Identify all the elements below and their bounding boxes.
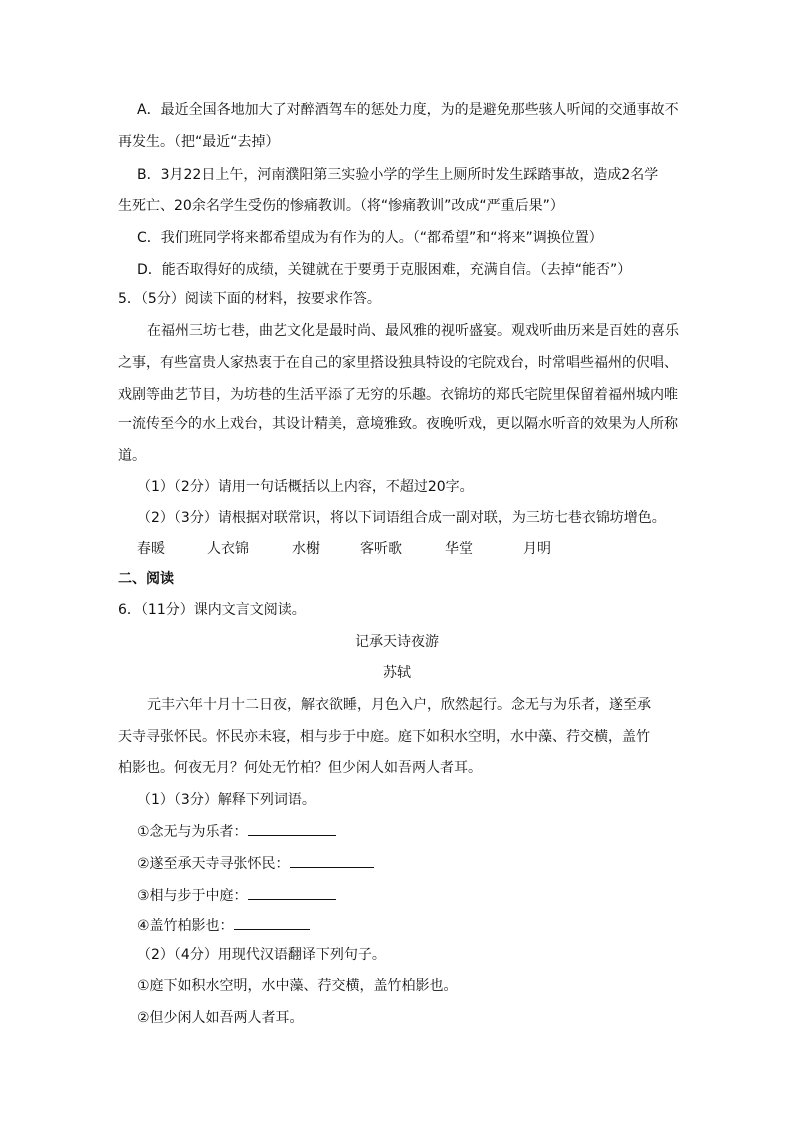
explain-item-label: ④盖竹柏影也： xyxy=(137,918,234,934)
passage-line: 道。 xyxy=(118,448,146,464)
option-b-line-1: B．3月22日上午，河南濮阳第三实验小学的学生上厕所时发生踩踏事故，造成2名学 xyxy=(137,167,659,183)
question-6-header: 6．（11分）课内文言文阅读。 xyxy=(118,602,306,618)
classical-text-line: 天寺寻张怀民。怀民亦未寝，相与步于中庭。庭下如积水空明，水中藻、荇交横，盖竹 xyxy=(118,729,650,745)
explain-item xyxy=(137,884,336,904)
explain-item-label: ①念无与为乐者： xyxy=(137,824,248,840)
section-title-reading: 二、阅读 xyxy=(118,571,174,587)
translate-item: ①庭下如积水空明，水中藻、荇交横，盖竹柏影也。 xyxy=(137,978,458,994)
option-d: D．能否取得好的成绩，关键就在于要勇于克服困难，充满自信。（去掉“能否”） xyxy=(137,262,632,278)
answer-blank[interactable] xyxy=(234,914,310,930)
translate-item: ②但少闲人如吾两人者耳。 xyxy=(137,1010,304,1026)
classical-text-line: 柏影也。何夜无月？何处无竹柏？但少闲人如吾两人者耳。 xyxy=(118,760,482,776)
passage-line: 在福州三坊七巷，曲艺文化是最时尚、最风雅的视听盛宴。观戏听曲历来是百姓的喜乐 xyxy=(147,323,679,339)
poem-author: 苏轼 xyxy=(383,665,411,681)
option-a-line-1: A．最近全国各地加大了对醉酒驾车的惩处力度，为的是避免那些骇人听闻的交通事故不 xyxy=(137,102,679,118)
explain-item xyxy=(137,820,336,840)
explain-item-label: ③相与步于中庭： xyxy=(137,888,248,904)
couplet-word: 月明 xyxy=(523,541,551,557)
explain-item xyxy=(137,852,374,872)
answer-blank[interactable] xyxy=(248,884,336,900)
question-5-header: 5．（5分）阅读下面的材料，按要求作答。 xyxy=(118,291,381,307)
passage-line: 之事，有些富贵人家热衷于在自己的家里搭设独具特设的宅院戏台，时常唱些福州的伬唱、 xyxy=(118,355,678,371)
explain-item xyxy=(137,914,310,934)
question-6-sub-1: （1）（3分）解释下列词语。 xyxy=(137,792,316,808)
classical-text-line: 元丰六年十月十二日夜，解衣欲睡，月色入户，欣然起行。念无与为乐者，遂至承 xyxy=(147,697,651,713)
passage-line: 一流传至今的水上戏台，其设计精美，意境雅致。夜晚听戏，更以隔水听音的效果为人所称 xyxy=(118,416,678,432)
question-5-sub-1: （1）（2分）请用一句话概括以上内容，不超过20字。 xyxy=(137,479,474,495)
passage-line: 戏剧等曲艺节目，为坊巷的生活平添了无穷的乐趣。衣锦坊的郑氏宅院里保留着福州城内唯 xyxy=(118,387,678,403)
question-6-sub-2: （2）（4分）用现代汉语翻译下列句子。 xyxy=(137,947,386,963)
option-b-line-2: 生死亡、20余名学生受伤的惨痛教训。（将“惨痛教训”改成“严重后果”） xyxy=(118,198,564,214)
question-5-sub-2: （2）（3分）请根据对联常识，将以下词语组合成一副对联，为三坊七巷衣锦坊增色。 xyxy=(137,510,666,526)
couplet-word: 华堂 xyxy=(445,541,473,557)
couplet-word: 人衣锦 xyxy=(207,541,249,557)
explain-item-label: ②遂至承天寺寻张怀民： xyxy=(137,856,290,872)
couplet-word: 水榭 xyxy=(292,541,320,557)
couplet-word: 客听歌 xyxy=(360,541,402,557)
answer-blank[interactable] xyxy=(290,852,374,868)
poem-title: 记承天诗夜游 xyxy=(355,634,439,650)
option-a-line-2: 再发生。（把“最近“去掉） xyxy=(118,134,280,150)
answer-blank[interactable] xyxy=(248,820,336,836)
couplet-word: 春暖 xyxy=(137,541,165,557)
option-c: C．我们班同学将来都希望成为有作为的人。（“都希望”和“将来”调换位置） xyxy=(137,230,603,246)
